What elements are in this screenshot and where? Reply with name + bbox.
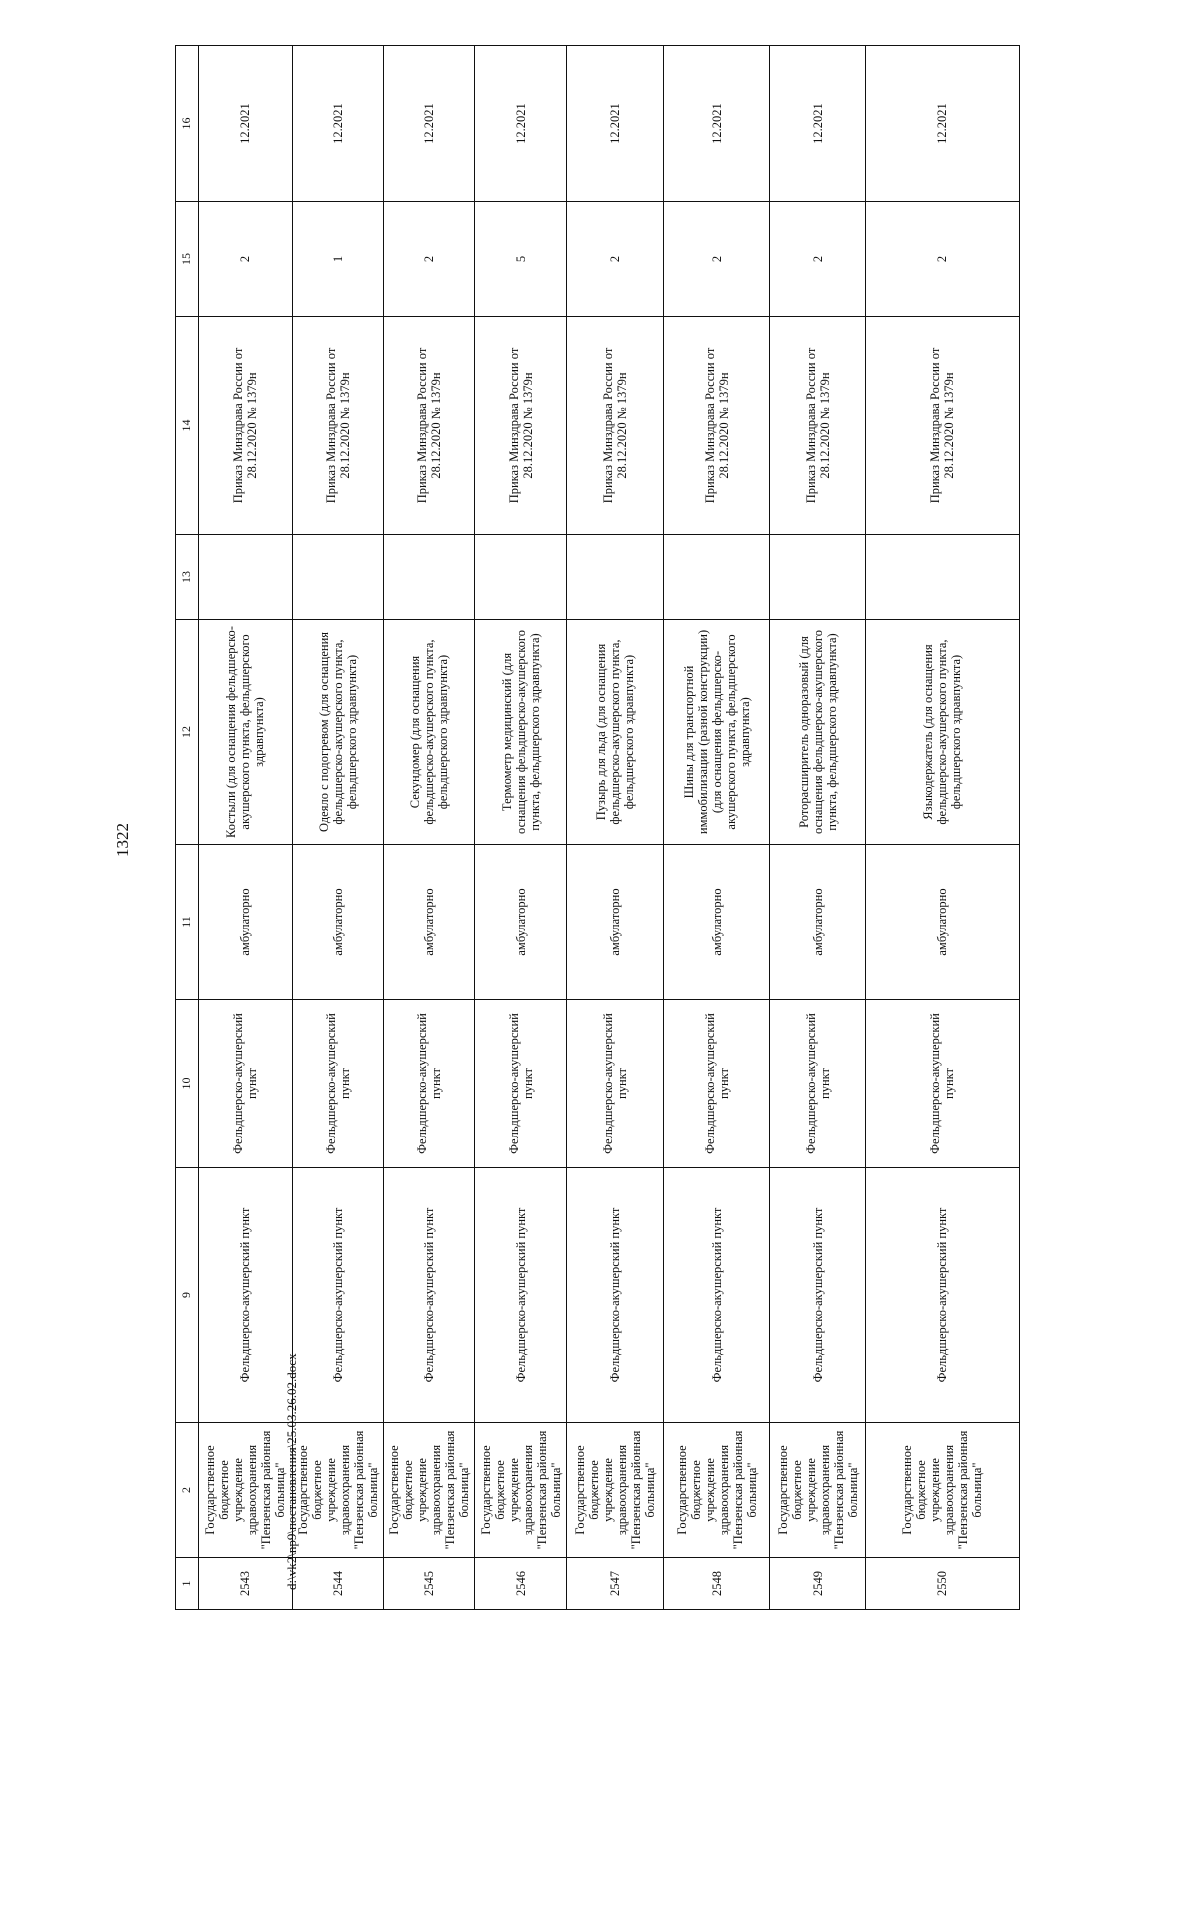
unit-type-cell: Фельдшерско-акушерский пункт	[199, 1000, 293, 1168]
page-number: 1322	[113, 823, 132, 857]
item-cell: Одеяло с подогревом (для оснащения фельдшерско-акушерского пункта, фельдшерского здравпункта)	[292, 620, 383, 845]
date-cell: 12.2021	[383, 46, 474, 202]
basis-cell: Приказ Минздрава России от 28.12.2020 № 1379н	[566, 317, 664, 535]
date-cell: 12.2021	[475, 46, 566, 202]
date-cell: 12.2021	[770, 46, 866, 202]
column-header: 10	[176, 1000, 199, 1168]
unit-type-cell: Фельдшерско-акушерский пункт	[664, 1000, 770, 1168]
row-number: 2546	[475, 1558, 566, 1610]
unit-cell: Фельдшерско-акушерский пункт	[664, 1168, 770, 1423]
unit-type-cell: Фельдшерско-акушерский пункт	[566, 1000, 664, 1168]
mode-cell: амбулаторно	[770, 845, 866, 1000]
column-number-row	[176, 46, 199, 1610]
table-row	[566, 46, 664, 1610]
column-13-cell	[199, 535, 293, 620]
institution-cell: Государственное бюджетное учреждение здравоохранения "Пензенская районная больница"	[664, 1423, 770, 1558]
column-header: 2	[176, 1423, 199, 1558]
date-cell: 12.2021	[199, 46, 293, 202]
column-header: 16	[176, 46, 199, 202]
column-13-cell	[865, 535, 1019, 620]
date-cell: 12.2021	[664, 46, 770, 202]
quantity-cell: 2	[199, 202, 293, 317]
date-cell: 12.2021	[865, 46, 1019, 202]
institution-cell: Государственное бюджетное учреждение здравоохранения "Пензенская районная больница"	[475, 1423, 566, 1558]
unit-type-cell: Фельдшерско-акушерский пункт	[383, 1000, 474, 1168]
mode-cell: амбулаторно	[865, 845, 1019, 1000]
institution-cell: Государственное бюджетное учреждение здравоохранения "Пензенская районная больница"	[199, 1423, 293, 1558]
row-number: 2545	[383, 1558, 474, 1610]
table-rotated-container	[175, 46, 1020, 1610]
institution-cell: Государственное бюджетное учреждение здравоохранения "Пензенская районная больница"	[566, 1423, 664, 1558]
quantity-cell: 2	[770, 202, 866, 317]
column-header: 14	[176, 317, 199, 535]
item-cell: Пузырь для льда (для оснащения фельдшерско-акушерского пункта, фельдшерского здравпункта)	[566, 620, 664, 845]
table-row	[475, 46, 566, 1610]
mode-cell: амбулаторно	[475, 845, 566, 1000]
basis-cell: Приказ Минздрава России от 28.12.2020 № 1379н	[199, 317, 293, 535]
date-cell: 12.2021	[566, 46, 664, 202]
row-number: 2543	[199, 1558, 293, 1610]
footer-container	[284, 1353, 300, 1920]
unit-cell: Фельдшерско-акушерский пункт	[475, 1168, 566, 1423]
row-number: 2548	[664, 1558, 770, 1610]
row-number: 2549	[770, 1558, 866, 1610]
quantity-cell: 1	[292, 202, 383, 317]
table-row	[383, 46, 474, 1610]
column-header: 11	[176, 845, 199, 1000]
quantity-cell: 2	[865, 202, 1019, 317]
unit-type-cell: Фельдшерско-акушерский пункт	[292, 1000, 383, 1168]
basis-cell: Приказ Минздрава России от 28.12.2020 № 1379н	[664, 317, 770, 535]
unit-cell: Фельдшерско-акушерский пункт	[199, 1168, 293, 1423]
item-cell: Языкодержатель (для оснащения фельдшерско-акушерского пункта, фельдшерского здравпункта)	[865, 620, 1019, 845]
institution-cell: Государственное бюджетное учреждение здравоохранения "Пензенская районная больница"	[292, 1423, 383, 1558]
table-row	[865, 46, 1019, 1610]
institution-cell: Государственное бюджетное учреждение здравоохранения "Пензенская районная больница"	[770, 1423, 866, 1558]
row-number: 2550	[865, 1558, 1019, 1610]
mode-cell: амбулаторно	[199, 845, 293, 1000]
institution-cell: Государственное бюджетное учреждение здравоохранения "Пензенская районная больница"	[865, 1423, 1019, 1558]
column-13-cell	[664, 535, 770, 620]
quantity-cell: 5	[475, 202, 566, 317]
table-row	[664, 46, 770, 1610]
unit-type-cell: Фельдшерско-акушерский пункт	[865, 1000, 1019, 1168]
item-cell: Шины для транспортной иммобилизации (разной конструкции) (для оснащения фельдшерско-акушерского пункта, фельдшерского здравпункта)	[664, 620, 770, 845]
table-row	[199, 46, 293, 1610]
basis-cell: Приказ Минздрава России от 28.12.2020 № 1379н	[770, 317, 866, 535]
file-path-footer: d:\vk2\np9\постановления\25.03.26.02.docx	[284, 1353, 299, 1590]
table-row	[292, 46, 383, 1610]
row-number: 2547	[566, 1558, 664, 1610]
column-header: 15	[176, 202, 199, 317]
column-header: 9	[176, 1168, 199, 1423]
column-13-cell	[292, 535, 383, 620]
date-cell: 12.2021	[292, 46, 383, 202]
mode-cell: амбулаторно	[566, 845, 664, 1000]
column-13-cell	[475, 535, 566, 620]
quantity-cell: 2	[664, 202, 770, 317]
unit-cell: Фельдшерско-акушерский пункт	[383, 1168, 474, 1423]
item-cell: Секундомер (для оснащения фельдшерско-акушерского пункта, фельдшерского здравпункта)	[383, 620, 474, 845]
item-cell: Костыли (для оснащения фельдшерско-акушерского пункта, фельдшерского здравпункта)	[199, 620, 293, 845]
mode-cell: амбулаторно	[292, 845, 383, 1000]
quantity-cell: 2	[566, 202, 664, 317]
basis-cell: Приказ Минздрава России от 28.12.2020 № 1379н	[383, 317, 474, 535]
quantity-cell: 2	[383, 202, 474, 317]
institution-cell: Государственное бюджетное учреждение здравоохранения "Пензенская районная больница"	[383, 1423, 474, 1558]
table-row	[770, 46, 866, 1610]
unit-cell: Фельдшерско-акушерский пункт	[770, 1168, 866, 1423]
column-header: 13	[176, 535, 199, 620]
item-cell: Термометр медицинский (для оснащения фельдшерско-акушерского пункта, фельдшерского здравпункта)	[475, 620, 566, 845]
mode-cell: амбулаторно	[664, 845, 770, 1000]
row-number: 2544	[292, 1558, 383, 1610]
table-rotation-frame	[175, 46, 1020, 1610]
column-13-cell	[566, 535, 664, 620]
basis-cell: Приказ Минздрава России от 28.12.2020 № 1379н	[292, 317, 383, 535]
basis-cell: Приказ Минздрава России от 28.12.2020 № 1379н	[865, 317, 1019, 535]
equipment-table	[175, 45, 1020, 1610]
unit-type-cell: Фельдшерско-акушерский пункт	[475, 1000, 566, 1168]
column-13-cell	[770, 535, 866, 620]
unit-type-cell: Фельдшерско-акушерский пункт	[770, 1000, 866, 1168]
column-header: 1	[176, 1558, 199, 1610]
unit-cell: Фельдшерско-акушерский пункт	[292, 1168, 383, 1423]
column-header: 12	[176, 620, 199, 845]
unit-cell: Фельдшерско-акушерский пункт	[566, 1168, 664, 1423]
mode-cell: амбулаторно	[383, 845, 474, 1000]
column-13-cell	[383, 535, 474, 620]
basis-cell: Приказ Минздрава России от 28.12.2020 № 1379н	[475, 317, 566, 535]
item-cell: Роторасширитель одноразовый (для оснащения фельдшерско-акушерского пункта, фельдшерского здравпункта)	[770, 620, 866, 845]
unit-cell: Фельдшерско-акушерский пункт	[865, 1168, 1019, 1423]
